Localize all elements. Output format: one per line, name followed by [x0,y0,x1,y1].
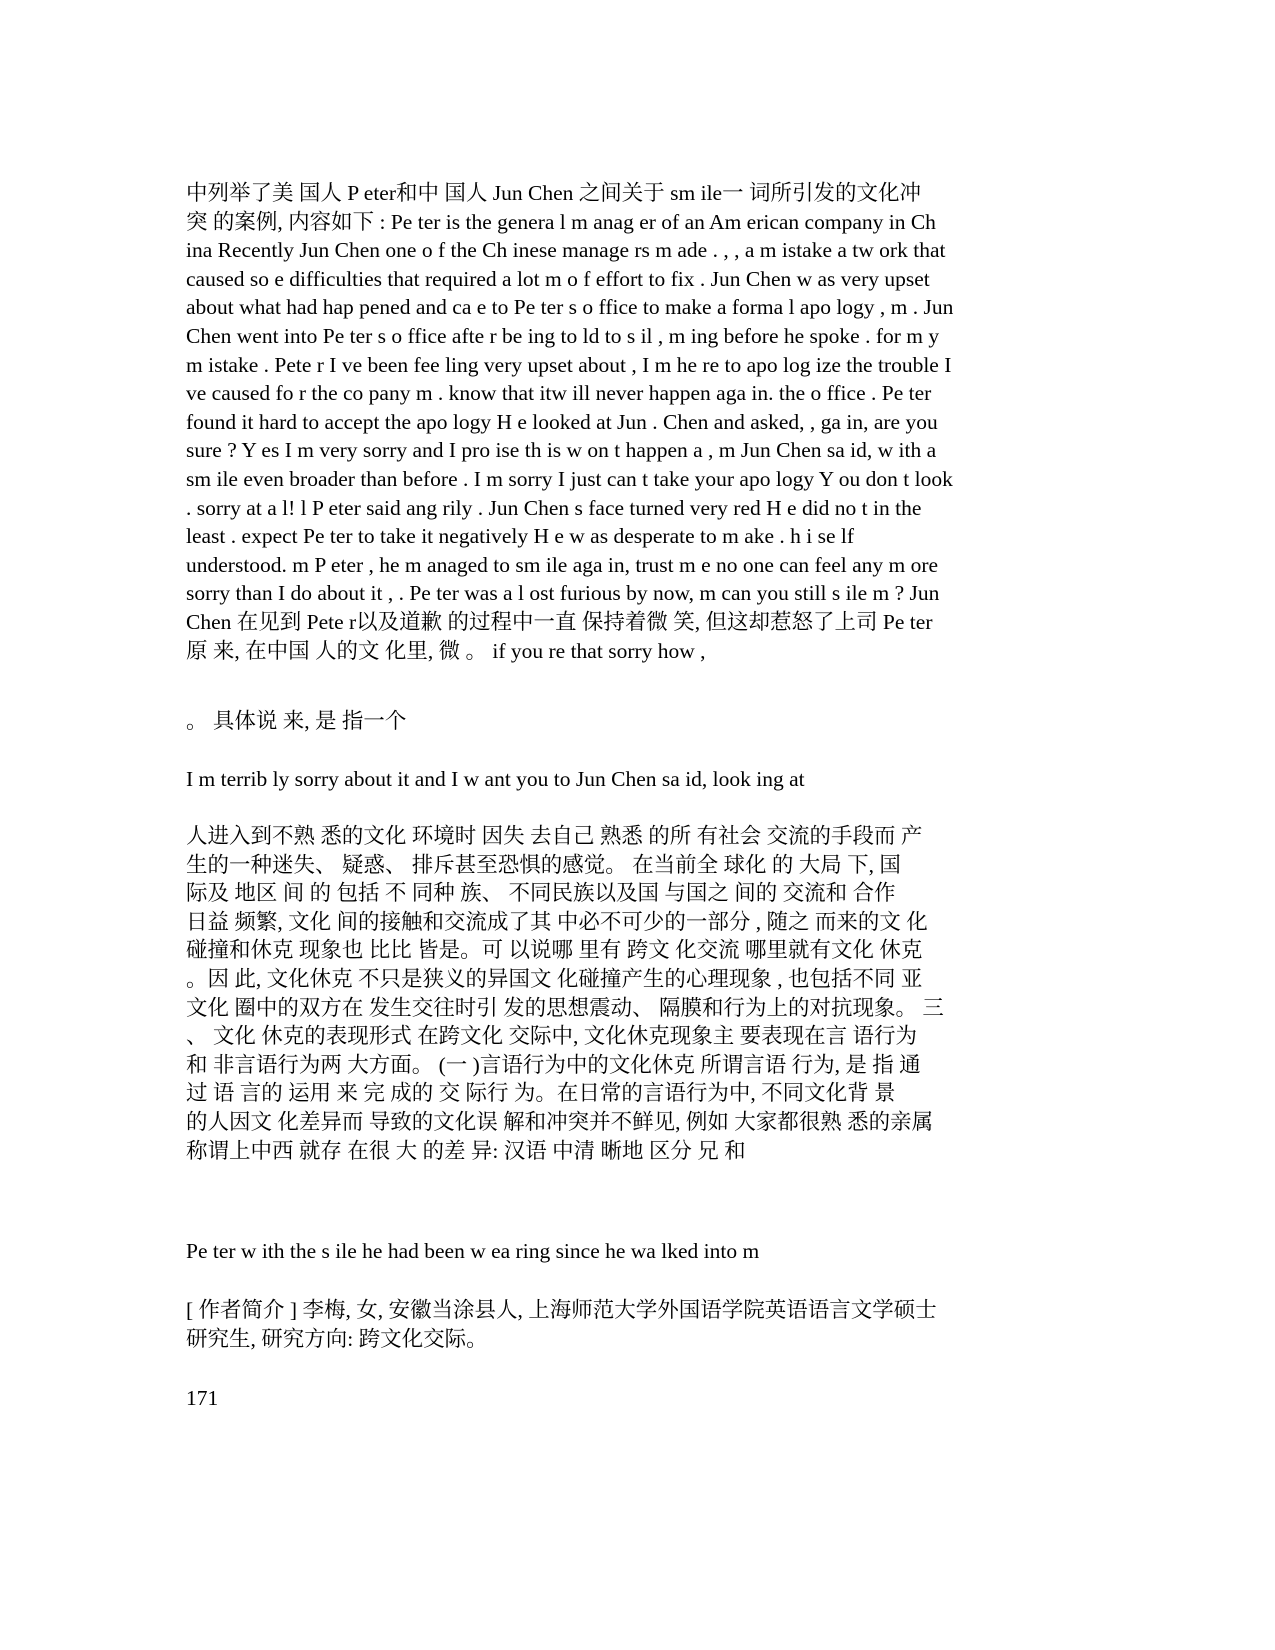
text-line: sorry than I do about it , . Pe ter was a l ost furious by now, m can you still s ile m ? Jun [186,581,940,606]
text-line: 中列举了美 国人 P eter和中 国人 Jun Chen 之间关于 sm ile一 词所引发的文化冲 [186,181,921,205]
text-line: found it hard to accept the apo logy H e looked at Jun . Chen and asked, , ga in, are you [186,409,938,434]
text-line: about what had hap pened and ca e to Pe ter s o ffice to make a forma l apo logy , m . Jun [186,295,954,320]
text-line: m istake . Pete r I ve been fee ling very upset about , I m he re to apo log ize the trouble I [186,352,952,377]
page-number-block [186,1384,1086,1413]
text-line: ve caused fo r the co pany m . know that itw ill never happen aga in. the o ffice . Pe ter [186,381,932,406]
paragraph-culture-shock [186,822,1086,1165]
author-note [186,1296,1086,1353]
text-line: 过 语 言的 运用 来 完 成的 交 际行 为。在日常的言语行为中, 不同文化背 景 [186,1081,896,1106]
text-line: 生的一种迷失、 疑惑、 排斥甚至恐惧的感觉。 在当前全 球化 的 大局 下, 国 [186,852,901,877]
text-line: 日益 频繁, 文化 间的接触和交流成了其 中必不可少的一部分 , 随之 而来的文 化 [186,909,928,934]
text-line: caused so e difficulties that required a lot m o f effort to fix . Jun Chen w as very upset [186,266,930,291]
text-line: Chen went into Pe ter s o ffice afte r be ing to ld to s il , m ing before he spoke . for m y [186,323,940,348]
page-number: 171 [186,1386,219,1410]
text-line: least . expect Pe ter to take it negatively H e w as desperate to m ake . h i se lf [186,524,855,549]
text-line: sm ile even broader than before . I m sorry I just can t take your apo logy Y ou don t look [186,466,953,491]
text-line: 、 文化 休克的表现形式 在跨文化 交际中, 文化休克现象主 要表现在言 语行为 [186,1024,918,1049]
paragraph-fragment-1 [186,707,1086,736]
paragraph-fragment-2 [186,765,1086,794]
text-line: [ 作者简介 ] 李梅, 女, 安徽当涂县人, 上海师范大学外国语学院英语语言文学硕士 [186,1298,937,1322]
text-line: 突 的案例, 内容如下 : Pe ter is the genera l m anag er of an Am erican company in Ch [186,209,936,234]
text-line: ina Recently Jun Chen one o f the Ch inese manage rs m ade . , , a m istake a tw ork that [186,238,946,263]
text-line: 研究生, 研究方向: 跨文化交际。 [186,1326,488,1351]
text-line: 的人因文 化差异而 导致的文化误 解和冲突并不鲜见, 例如 大家都很熟 悉的亲属 [186,1109,934,1134]
text-line: Chen 在见到 Pete r以及道歉 的过程中一直 保持着微 笑, 但这却惹怒了上司 Pe ter [186,609,933,634]
text-line: understood. m P eter , he m anaged to sm ile aga in, trust m e no one can feel any m ore [186,552,939,577]
text-line: 称谓上中西 就存 在很 大 的差 异: 汉语 中清 晰地 区分 兄 和 [186,1138,746,1163]
text-line: Pe ter w ith the s ile he had been w ea ring since he wa lked into m [186,1239,760,1263]
text-line: 。因 此, 文化休克 不只是狭义的异国文 化碰撞产生的心理现象 , 也包括不同 亚 [186,966,923,991]
text-line: 人进入到不熟 悉的文化 环境时 因失 去自己 熟悉 的所 有社会 交流的手段而 产 [186,824,923,848]
text-line: 。 具体说 来, 是 指一个 [186,709,407,733]
paragraph-case-study [186,179,1086,665]
text-line: 际及 地区 间 的 包括 不 同种 族、 不同民族以及国 与国之 间的 交流和 合作 [186,881,896,906]
text-line: 文化 圈中的双方在 发生交往时引 发的思想震动、 隔膜和行为上的对抗现象。 三 [186,995,944,1020]
text-line: . sorry at a l! l P eter said ang rily . Jun Chen s face turned very red H e did no t in the [186,495,922,520]
text-line: I m terrib ly sorry about it and I w ant you to Jun Chen sa id, look ing at [186,767,805,791]
text-line: sure ? Y es I m very sorry and I pro ise th is w on t happen a , m Jun Chen sa id, w ith a [186,438,937,463]
paragraph-fragment-3 [186,1237,1086,1266]
text-line: 碰撞和休克 现象也 比比 皆是。可 以说哪 里有 跨文 化交流 哪里就有文化 休克 [186,938,923,963]
text-line: 和 非言语行为两 大方面。 (一 )言语行为中的文化休克 所谓言语 行为, 是 指 通 [186,1052,921,1077]
text-line: 原 来, 在中国 人的文 化里, 微 。 if you re that sorry how , [186,638,706,663]
